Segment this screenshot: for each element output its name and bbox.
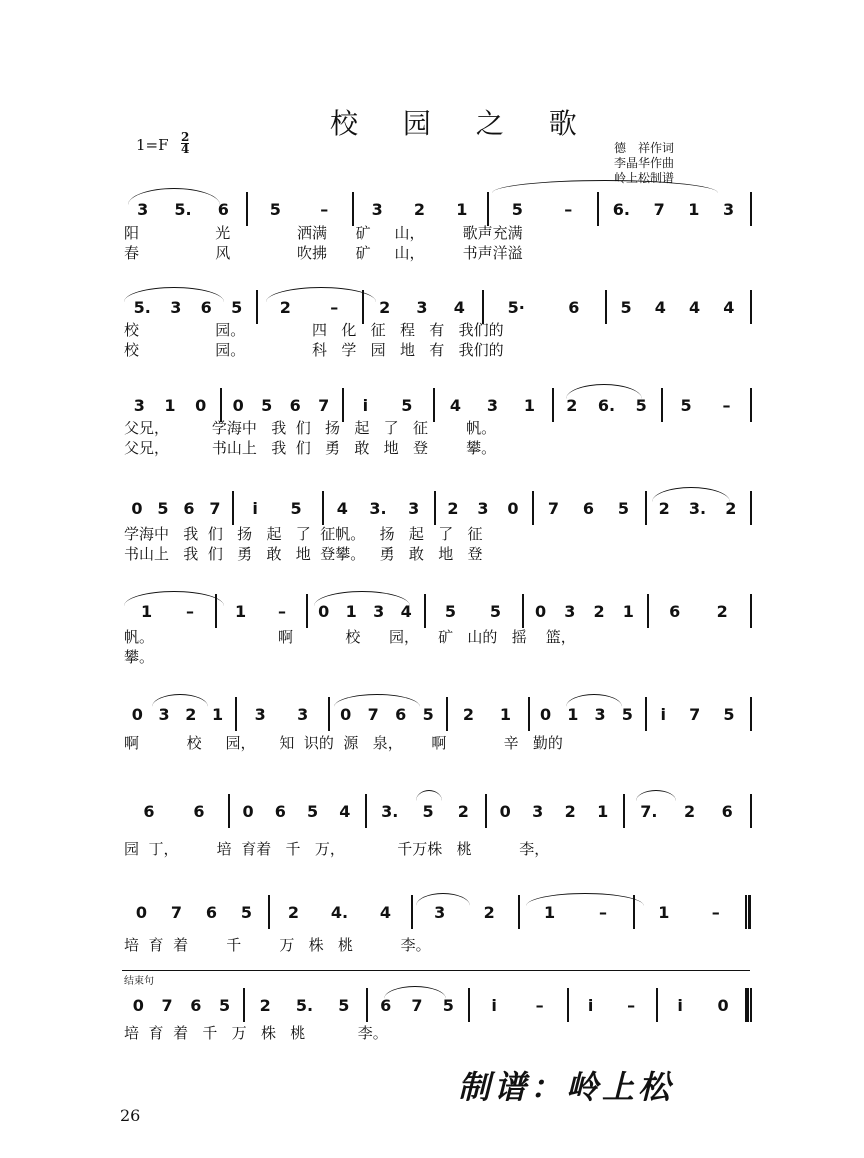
barline — [623, 794, 625, 828]
note: 0 — [507, 499, 519, 518]
note: i — [252, 499, 258, 518]
note: 2 — [683, 802, 696, 821]
lyric-line: 书山上 我 们 勇 敢 地 登攀。 勇 敢 地 登 — [124, 545, 483, 563]
note: 3. — [688, 499, 707, 518]
barline — [228, 794, 230, 828]
note: 6 — [205, 903, 218, 922]
measure — [239, 705, 324, 727]
note: 7 — [318, 396, 330, 415]
note: – — [330, 298, 339, 317]
note: 5 — [422, 705, 434, 724]
time-signature-bottom: 4 — [181, 142, 190, 156]
lyric-line: 阳 光 洒满 矿 山， 歌声充满 — [124, 224, 523, 242]
note: 2 — [725, 499, 737, 518]
slur — [652, 487, 730, 502]
note: 1 — [658, 903, 670, 922]
measure — [660, 996, 746, 1018]
note: 2 — [564, 802, 576, 821]
measure — [219, 602, 302, 624]
measure — [415, 903, 514, 925]
note: 3 — [297, 705, 309, 724]
measure — [224, 396, 338, 418]
note: 6. — [612, 200, 630, 219]
barline — [322, 491, 324, 525]
note: 6. — [597, 396, 616, 415]
note: 2 — [566, 396, 578, 415]
barline — [306, 594, 308, 628]
measure — [124, 499, 228, 521]
measure — [649, 705, 746, 727]
note: 0 — [135, 903, 148, 922]
barline — [352, 192, 354, 226]
measure — [649, 499, 746, 521]
note: 4 — [339, 802, 351, 821]
lyric-line: 父兄， 书山上 我 们 勇 敢 地 登 攀。 — [124, 439, 497, 457]
end-section-label: 结束句 — [124, 976, 154, 987]
lyric-line: 攀。 — [124, 648, 155, 666]
note: 6 — [721, 802, 733, 821]
measure — [571, 996, 652, 1018]
note: 6 — [217, 200, 229, 219]
measure — [346, 396, 429, 418]
note: 6 — [190, 996, 202, 1015]
barline — [645, 697, 647, 731]
lyric-line: 春 风 吹拂 矿 山， 书声洋溢 — [124, 244, 523, 262]
note: 2 — [279, 298, 291, 317]
note: – — [627, 996, 636, 1015]
note: 2 — [287, 903, 300, 922]
note: 3 — [371, 200, 383, 219]
barline — [750, 594, 752, 628]
note: – — [599, 903, 608, 922]
note: 3 — [254, 705, 266, 724]
note: 7 — [367, 705, 379, 724]
note: 2 — [413, 200, 426, 219]
note: 3. — [369, 499, 387, 518]
barline — [446, 697, 448, 731]
lyric-line: 培 育 着 千 万 株 桃 李。 — [124, 1024, 388, 1042]
measure — [124, 996, 239, 1018]
slur — [384, 986, 446, 999]
measure — [522, 903, 629, 925]
note: 3 — [133, 396, 145, 415]
note: 4 — [453, 298, 465, 317]
barline — [365, 794, 367, 828]
note: 0 — [318, 602, 330, 621]
slur — [334, 694, 420, 707]
slur — [266, 287, 376, 302]
note: 2 — [259, 996, 271, 1015]
measure — [272, 903, 407, 925]
note: 2 — [457, 802, 469, 821]
barline — [487, 192, 489, 226]
note: 5 — [444, 602, 457, 621]
slur — [416, 790, 442, 801]
barline — [424, 594, 426, 628]
barline — [647, 594, 649, 628]
note: 3 — [158, 705, 170, 724]
note: 5 — [261, 396, 273, 415]
note: 1 — [140, 602, 153, 621]
lyric-line: 培 育 着 千 万 株 桃 李。 — [124, 936, 431, 954]
measure — [491, 200, 593, 222]
note: – — [320, 200, 329, 219]
barline — [750, 491, 752, 525]
slur — [128, 188, 220, 205]
measure — [369, 802, 481, 824]
note: 5. — [174, 200, 192, 219]
note: 0 — [535, 602, 547, 621]
note: 2 — [462, 705, 475, 724]
measure — [651, 602, 746, 624]
note: 4 — [400, 602, 412, 621]
measure — [536, 499, 641, 521]
barline — [235, 697, 237, 731]
barline — [661, 388, 663, 422]
note: 2 — [483, 903, 495, 922]
note: 1 — [212, 705, 224, 724]
note: 2 — [447, 499, 459, 518]
measure — [609, 298, 746, 320]
note: 3 — [723, 200, 735, 219]
barline — [532, 491, 534, 525]
note: 5 — [219, 996, 231, 1015]
note: 6 — [395, 705, 407, 724]
measure — [665, 396, 746, 418]
note: 3 — [170, 298, 182, 317]
note: 6 — [143, 802, 155, 821]
lyric-line: 校 园。 四 化 征 程 有 我们的 — [124, 321, 504, 339]
barline — [656, 988, 658, 1022]
measure — [124, 802, 224, 824]
measure — [526, 602, 643, 624]
barline — [552, 388, 554, 422]
barline — [750, 988, 752, 1022]
note: 3 — [564, 602, 576, 621]
note: 3 — [373, 602, 385, 621]
measure — [232, 802, 361, 824]
barline — [518, 895, 520, 929]
barline — [468, 988, 470, 1022]
barline — [232, 491, 234, 525]
end-section-rule — [122, 970, 750, 971]
note: 7 — [170, 903, 183, 922]
note: 2 — [716, 602, 728, 621]
note: 1 — [523, 396, 536, 415]
note: 5 — [338, 996, 350, 1015]
note: 4 — [689, 298, 701, 317]
note: 5 — [401, 396, 413, 415]
note: 3 — [594, 705, 606, 724]
note: 5 — [307, 802, 319, 821]
lyricist-credit: 德 祥作词 — [614, 141, 675, 155]
note: 5 — [620, 298, 632, 317]
lyric-line: 学海中 我 们 扬 起 了 征帆。 扬 起 了 征 — [124, 525, 483, 543]
note: 5 — [442, 996, 454, 1015]
measure — [556, 396, 657, 418]
slur — [492, 180, 718, 193]
lyric-line: 园 丁， 培 育着 千 万， 千万株 桃 李， — [124, 840, 550, 858]
note: – — [711, 903, 720, 922]
barline — [434, 491, 436, 525]
transcriber-signature: 制谱：岭上松 — [458, 1068, 675, 1106]
note: 5. — [295, 996, 314, 1015]
key-signature: 1=F — [136, 136, 169, 154]
slur — [566, 694, 622, 707]
note: 6 — [669, 602, 681, 621]
barline — [750, 290, 752, 324]
note: 4 — [449, 396, 462, 415]
measure — [332, 705, 442, 727]
composer-credit: 李晶华作曲 — [614, 156, 675, 170]
note: 3. — [381, 802, 399, 821]
slur — [314, 591, 410, 606]
note: 1 — [456, 200, 468, 219]
lyric-line: 啊 校 园， 知 识的 源 泉， 啊 辛 勤的 — [124, 734, 563, 752]
note: 5 — [269, 200, 281, 219]
transcriber-credit: 岭上松制谱 — [614, 171, 675, 185]
measure — [437, 396, 548, 418]
note: 6 — [193, 802, 205, 821]
note: 6 — [289, 396, 301, 415]
barline — [597, 192, 599, 226]
note: 1 — [567, 705, 579, 724]
note: 1 — [499, 705, 512, 724]
note: 4 — [723, 298, 735, 317]
note: 5 — [489, 602, 502, 621]
note: 5 — [635, 396, 647, 415]
note: 5. — [133, 298, 151, 317]
slur — [526, 893, 644, 906]
note: 7 — [161, 996, 173, 1015]
barline — [328, 697, 330, 731]
barline — [750, 192, 752, 226]
note: 1 — [622, 602, 634, 621]
barline — [750, 697, 752, 731]
note: – — [564, 200, 573, 219]
note: 7 — [209, 499, 221, 518]
page-number: 26 — [120, 1106, 141, 1125]
note: – — [186, 602, 195, 621]
note: 0 — [195, 396, 207, 415]
note: 0 — [132, 996, 144, 1015]
time-signature — [181, 132, 189, 155]
note: – — [535, 996, 544, 1015]
note: 5· — [507, 298, 525, 317]
barline — [246, 192, 248, 226]
note: 5 — [240, 903, 253, 922]
measure — [450, 705, 524, 727]
note: i — [362, 396, 369, 415]
note: 3 — [137, 200, 149, 219]
note: 7 — [547, 499, 560, 518]
measure — [247, 996, 362, 1018]
barline — [567, 988, 569, 1022]
barline — [243, 988, 245, 1022]
lyric-line: 父兄， 学海中 我 们 扬 起 了 征 帆。 — [124, 419, 497, 437]
measure — [428, 602, 518, 624]
barline — [268, 895, 270, 929]
note: 5 — [157, 499, 169, 518]
note: i — [491, 996, 497, 1015]
note: 2 — [379, 298, 391, 317]
note: 7 — [653, 200, 665, 219]
note: – — [278, 602, 287, 621]
barline — [645, 491, 647, 525]
measure — [124, 705, 231, 727]
measure — [366, 298, 478, 320]
note: 0 — [242, 802, 254, 821]
note: 1 — [597, 802, 609, 821]
note: 7. — [640, 802, 658, 821]
measure — [532, 705, 641, 727]
note: 6 — [183, 499, 195, 518]
barline — [745, 895, 747, 929]
note: 5 — [290, 499, 302, 518]
slur — [566, 384, 642, 399]
song-title: 校 园 之 歌 — [330, 107, 595, 140]
barline — [485, 794, 487, 828]
measure — [124, 903, 264, 925]
note: 5 — [621, 705, 633, 724]
note: 5 — [723, 705, 735, 724]
note: 6 — [200, 298, 212, 317]
barline — [528, 697, 530, 731]
measure — [486, 298, 601, 320]
measure — [250, 200, 348, 222]
note: 7 — [689, 705, 701, 724]
note: 7 — [411, 996, 423, 1015]
measure — [124, 396, 216, 418]
note: 0 — [131, 499, 143, 518]
note: 3 — [477, 499, 489, 518]
barline — [750, 794, 752, 828]
barline — [750, 388, 752, 422]
barline — [366, 988, 368, 1022]
measure — [627, 802, 746, 824]
note: 0 — [499, 802, 511, 821]
note: 4 — [654, 298, 666, 317]
note: 1 — [234, 602, 247, 621]
note: 3 — [486, 396, 499, 415]
note: i — [660, 705, 667, 724]
note: 2 — [658, 499, 670, 518]
slur — [124, 591, 224, 606]
note: 0 — [131, 705, 143, 724]
barline — [522, 594, 524, 628]
note: 6 — [380, 996, 392, 1015]
note: 3 — [434, 903, 446, 922]
note: 1 — [345, 602, 357, 621]
note: 5 — [231, 298, 243, 317]
note: 2 — [593, 602, 605, 621]
measure — [472, 996, 563, 1018]
time-signature-top: 2 — [181, 130, 190, 144]
note: 6 — [274, 802, 286, 821]
note: 0 — [717, 996, 729, 1015]
note: 3 — [408, 499, 420, 518]
barline — [605, 290, 607, 324]
note: 6 — [582, 499, 595, 518]
note: – — [722, 396, 731, 415]
note: 5 — [680, 396, 692, 415]
measure — [637, 903, 741, 925]
barline — [411, 895, 413, 929]
note: 5 — [617, 499, 630, 518]
measure — [601, 200, 746, 222]
note: 4. — [330, 903, 349, 922]
slur — [636, 790, 676, 801]
note: 4 — [379, 903, 392, 922]
note: 0 — [340, 705, 352, 724]
note: 1 — [543, 903, 556, 922]
measure — [438, 499, 528, 521]
note: 3 — [416, 298, 428, 317]
slur — [416, 893, 470, 906]
note: 1 — [688, 200, 700, 219]
lyric-line: 帆。 啊 校 园， 矿 山的 摇 篮， — [124, 628, 576, 646]
final-barline — [745, 988, 749, 1022]
lyric-line: 校 园。 科 学 园 地 有 我们的 — [124, 341, 504, 359]
measure — [489, 802, 619, 824]
measure — [370, 996, 464, 1018]
note: 5 — [422, 802, 434, 821]
slur — [124, 287, 224, 302]
note: 0 — [232, 396, 244, 415]
measure — [326, 499, 430, 521]
measure — [356, 200, 483, 222]
note: 5 — [511, 200, 523, 219]
note: 4 — [336, 499, 348, 518]
note: i — [587, 996, 594, 1015]
note: 0 — [540, 705, 552, 724]
note: 3 — [532, 802, 544, 821]
note: i — [677, 996, 683, 1015]
measure — [236, 499, 318, 521]
slur — [152, 694, 208, 707]
note: 6 — [568, 298, 580, 317]
note: 2 — [185, 705, 197, 724]
note: 1 — [164, 396, 176, 415]
repeat-barline — [748, 895, 751, 929]
